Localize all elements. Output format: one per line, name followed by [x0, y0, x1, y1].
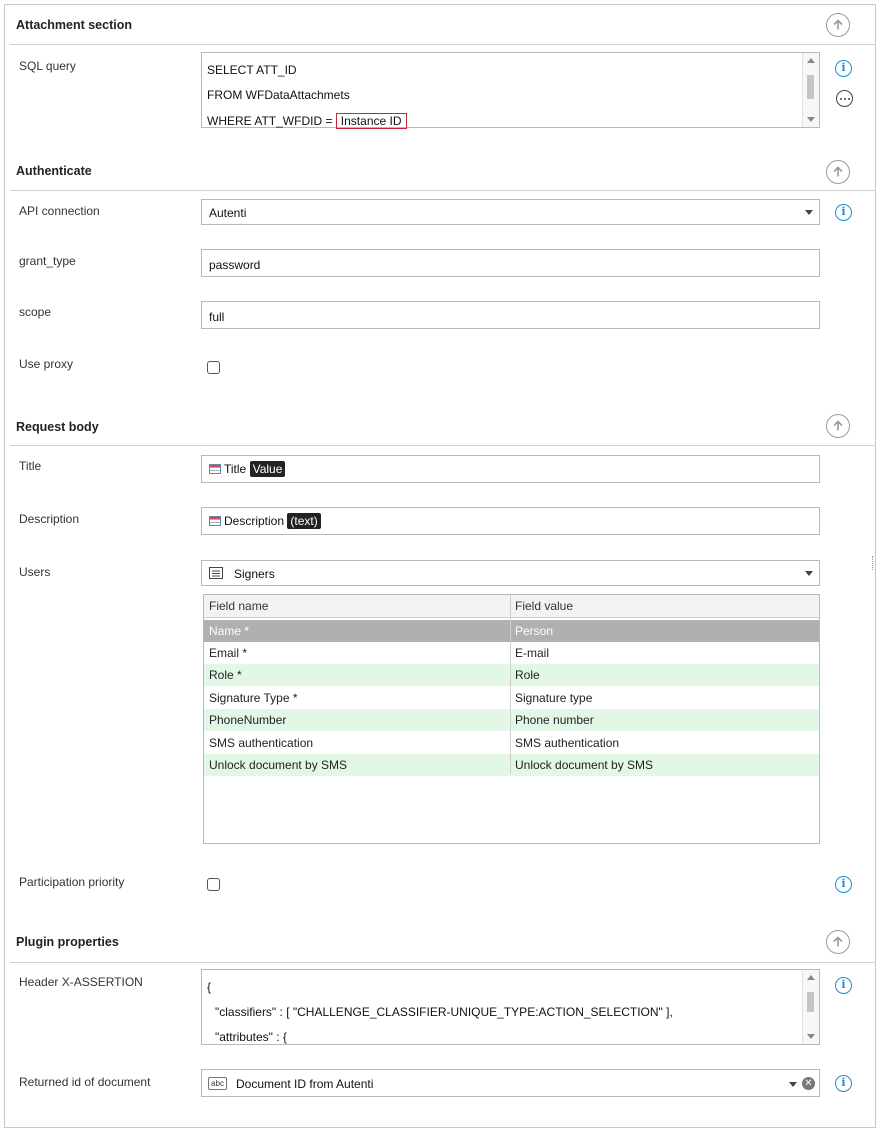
use-proxy-label: Use proxy [19, 357, 74, 371]
row-field-value: Unlock document by SMS [515, 758, 654, 772]
returned-id-select[interactable] [201, 1069, 820, 1097]
title-input[interactable] [201, 455, 820, 483]
form-field-icon [209, 516, 221, 526]
grid-column-divider[interactable] [510, 595, 511, 774]
item-list-icon [209, 567, 223, 579]
sql-line-1: SELECT ATT_ID [207, 63, 297, 77]
grid-header-field-value: Field value [515, 599, 574, 613]
arrow-up-icon [832, 166, 844, 178]
table-row[interactable] [204, 664, 819, 686]
row-field-value: SMS authentication [515, 736, 620, 750]
row-field-name: Unlock document by SMS [209, 758, 348, 772]
row-field-name: Email * [209, 646, 248, 660]
table-row[interactable] [204, 754, 819, 776]
arrow-up-icon [832, 19, 844, 31]
description-field-name: Description [224, 514, 285, 528]
header-line-2: "classifiers" : [ "CHALLENGE_CLASSIFIER-UNIQUE_TYPE:ACTION_SELECTION" ], [215, 1005, 673, 1019]
row-field-name: Name * [209, 624, 250, 638]
section-divider [10, 190, 876, 191]
header-scrollbar[interactable] [802, 970, 819, 1044]
participation-priority-label: Participation priority [19, 875, 125, 889]
header-line-3: "attributes" : { [215, 1030, 287, 1044]
more-options-icon[interactable] [836, 90, 853, 107]
sql-line-3 [207, 113, 407, 129]
scroll-thumb[interactable] [807, 992, 814, 1012]
section-title-attachment: Attachment section [16, 18, 132, 32]
users-mapping-grid[interactable] [203, 594, 820, 844]
users-select[interactable] [201, 560, 820, 586]
collapse-request-body-button[interactable] [826, 414, 850, 438]
collapse-attachment-button[interactable] [826, 13, 850, 37]
grant-type-input[interactable] [201, 249, 820, 277]
title-field-name: Title [224, 462, 247, 476]
sql-query-editor[interactable] [201, 52, 820, 128]
users-value: Signers [234, 567, 275, 581]
resize-handle[interactable] [872, 556, 874, 570]
info-icon[interactable]: i [835, 60, 852, 77]
table-row[interactable] [204, 620, 819, 642]
section-title-plugin-properties: Plugin properties [16, 935, 119, 949]
scroll-up-icon[interactable] [807, 975, 815, 980]
section-divider [10, 44, 876, 45]
table-row[interactable] [204, 687, 819, 709]
form-field-icon [209, 464, 221, 474]
info-icon[interactable]: i [835, 876, 852, 893]
collapse-plugin-properties-button[interactable] [826, 930, 850, 954]
users-label: Users [19, 565, 51, 579]
header-x-assertion-label: Header X-ASSERTION [19, 975, 143, 989]
use-proxy-checkbox[interactable] [207, 361, 220, 374]
grant-type-label: grant_type [19, 254, 76, 268]
row-field-value: Role [515, 668, 540, 682]
table-row[interactable] [204, 709, 819, 731]
returned-id-value: Document ID from Autenti [236, 1077, 374, 1091]
title-value-tag[interactable]: Value [250, 461, 286, 477]
row-field-value: Person [515, 624, 554, 638]
sql-line-2: FROM WFDataAttachmets [207, 88, 350, 102]
instance-id-token[interactable]: Instance ID [336, 113, 407, 129]
text-type-icon: abc [208, 1077, 227, 1090]
section-title-request-body: Request body [16, 420, 99, 434]
chevron-down-icon[interactable] [789, 1082, 797, 1087]
arrow-up-icon [832, 420, 844, 432]
row-field-name: SMS authentication [209, 736, 314, 750]
api-connection-value: Autenti [209, 206, 247, 220]
table-row[interactable] [204, 732, 819, 754]
title-input-content [209, 462, 285, 476]
arrow-up-icon [832, 936, 844, 948]
grant-type-value: password [209, 258, 261, 272]
description-text-tag[interactable]: (text) [287, 513, 320, 529]
description-input[interactable] [201, 507, 820, 535]
row-field-name: Signature Type * [209, 691, 298, 705]
scope-input[interactable] [201, 301, 820, 329]
header-x-assertion-editor[interactable] [201, 969, 820, 1045]
info-icon[interactable]: i [835, 977, 852, 994]
scroll-down-icon[interactable] [807, 117, 815, 122]
section-title-authenticate: Authenticate [16, 164, 92, 178]
description-label: Description [19, 512, 80, 526]
collapse-authenticate-button[interactable] [826, 160, 850, 184]
scope-value: full [209, 310, 225, 324]
info-icon[interactable]: i [835, 1075, 852, 1092]
grid-header [204, 595, 819, 618]
returned-id-label: Returned id of document [19, 1075, 151, 1089]
clear-icon[interactable]: ✕ [802, 1077, 815, 1090]
chevron-down-icon [805, 210, 813, 215]
api-connection-label: API connection [19, 204, 100, 218]
info-icon[interactable]: i [835, 204, 852, 221]
scroll-up-icon[interactable] [807, 58, 815, 63]
scroll-down-icon[interactable] [807, 1034, 815, 1039]
section-divider [10, 962, 876, 963]
scope-label: scope [19, 305, 52, 319]
row-field-value: Signature type [515, 691, 593, 705]
table-row[interactable] [204, 642, 819, 664]
sql-scrollbar[interactable] [802, 53, 819, 127]
scroll-thumb[interactable] [807, 75, 814, 99]
grid-header-field-name: Field name [209, 599, 269, 613]
sql-query-label: SQL query [19, 59, 76, 73]
row-field-value: E-mail [515, 646, 550, 660]
participation-priority-checkbox[interactable] [207, 878, 220, 891]
description-input-content [209, 514, 321, 528]
api-connection-select[interactable] [201, 199, 820, 225]
row-field-name: Role * [209, 668, 242, 682]
row-field-value: Phone number [515, 713, 594, 727]
row-field-name: PhoneNumber [209, 713, 287, 727]
header-line-1: { [207, 980, 212, 994]
section-divider [10, 445, 876, 446]
title-label: Title [19, 459, 42, 473]
chevron-down-icon [805, 571, 813, 576]
sql-line-3-text: WHERE ATT_WFDID = [207, 114, 336, 128]
